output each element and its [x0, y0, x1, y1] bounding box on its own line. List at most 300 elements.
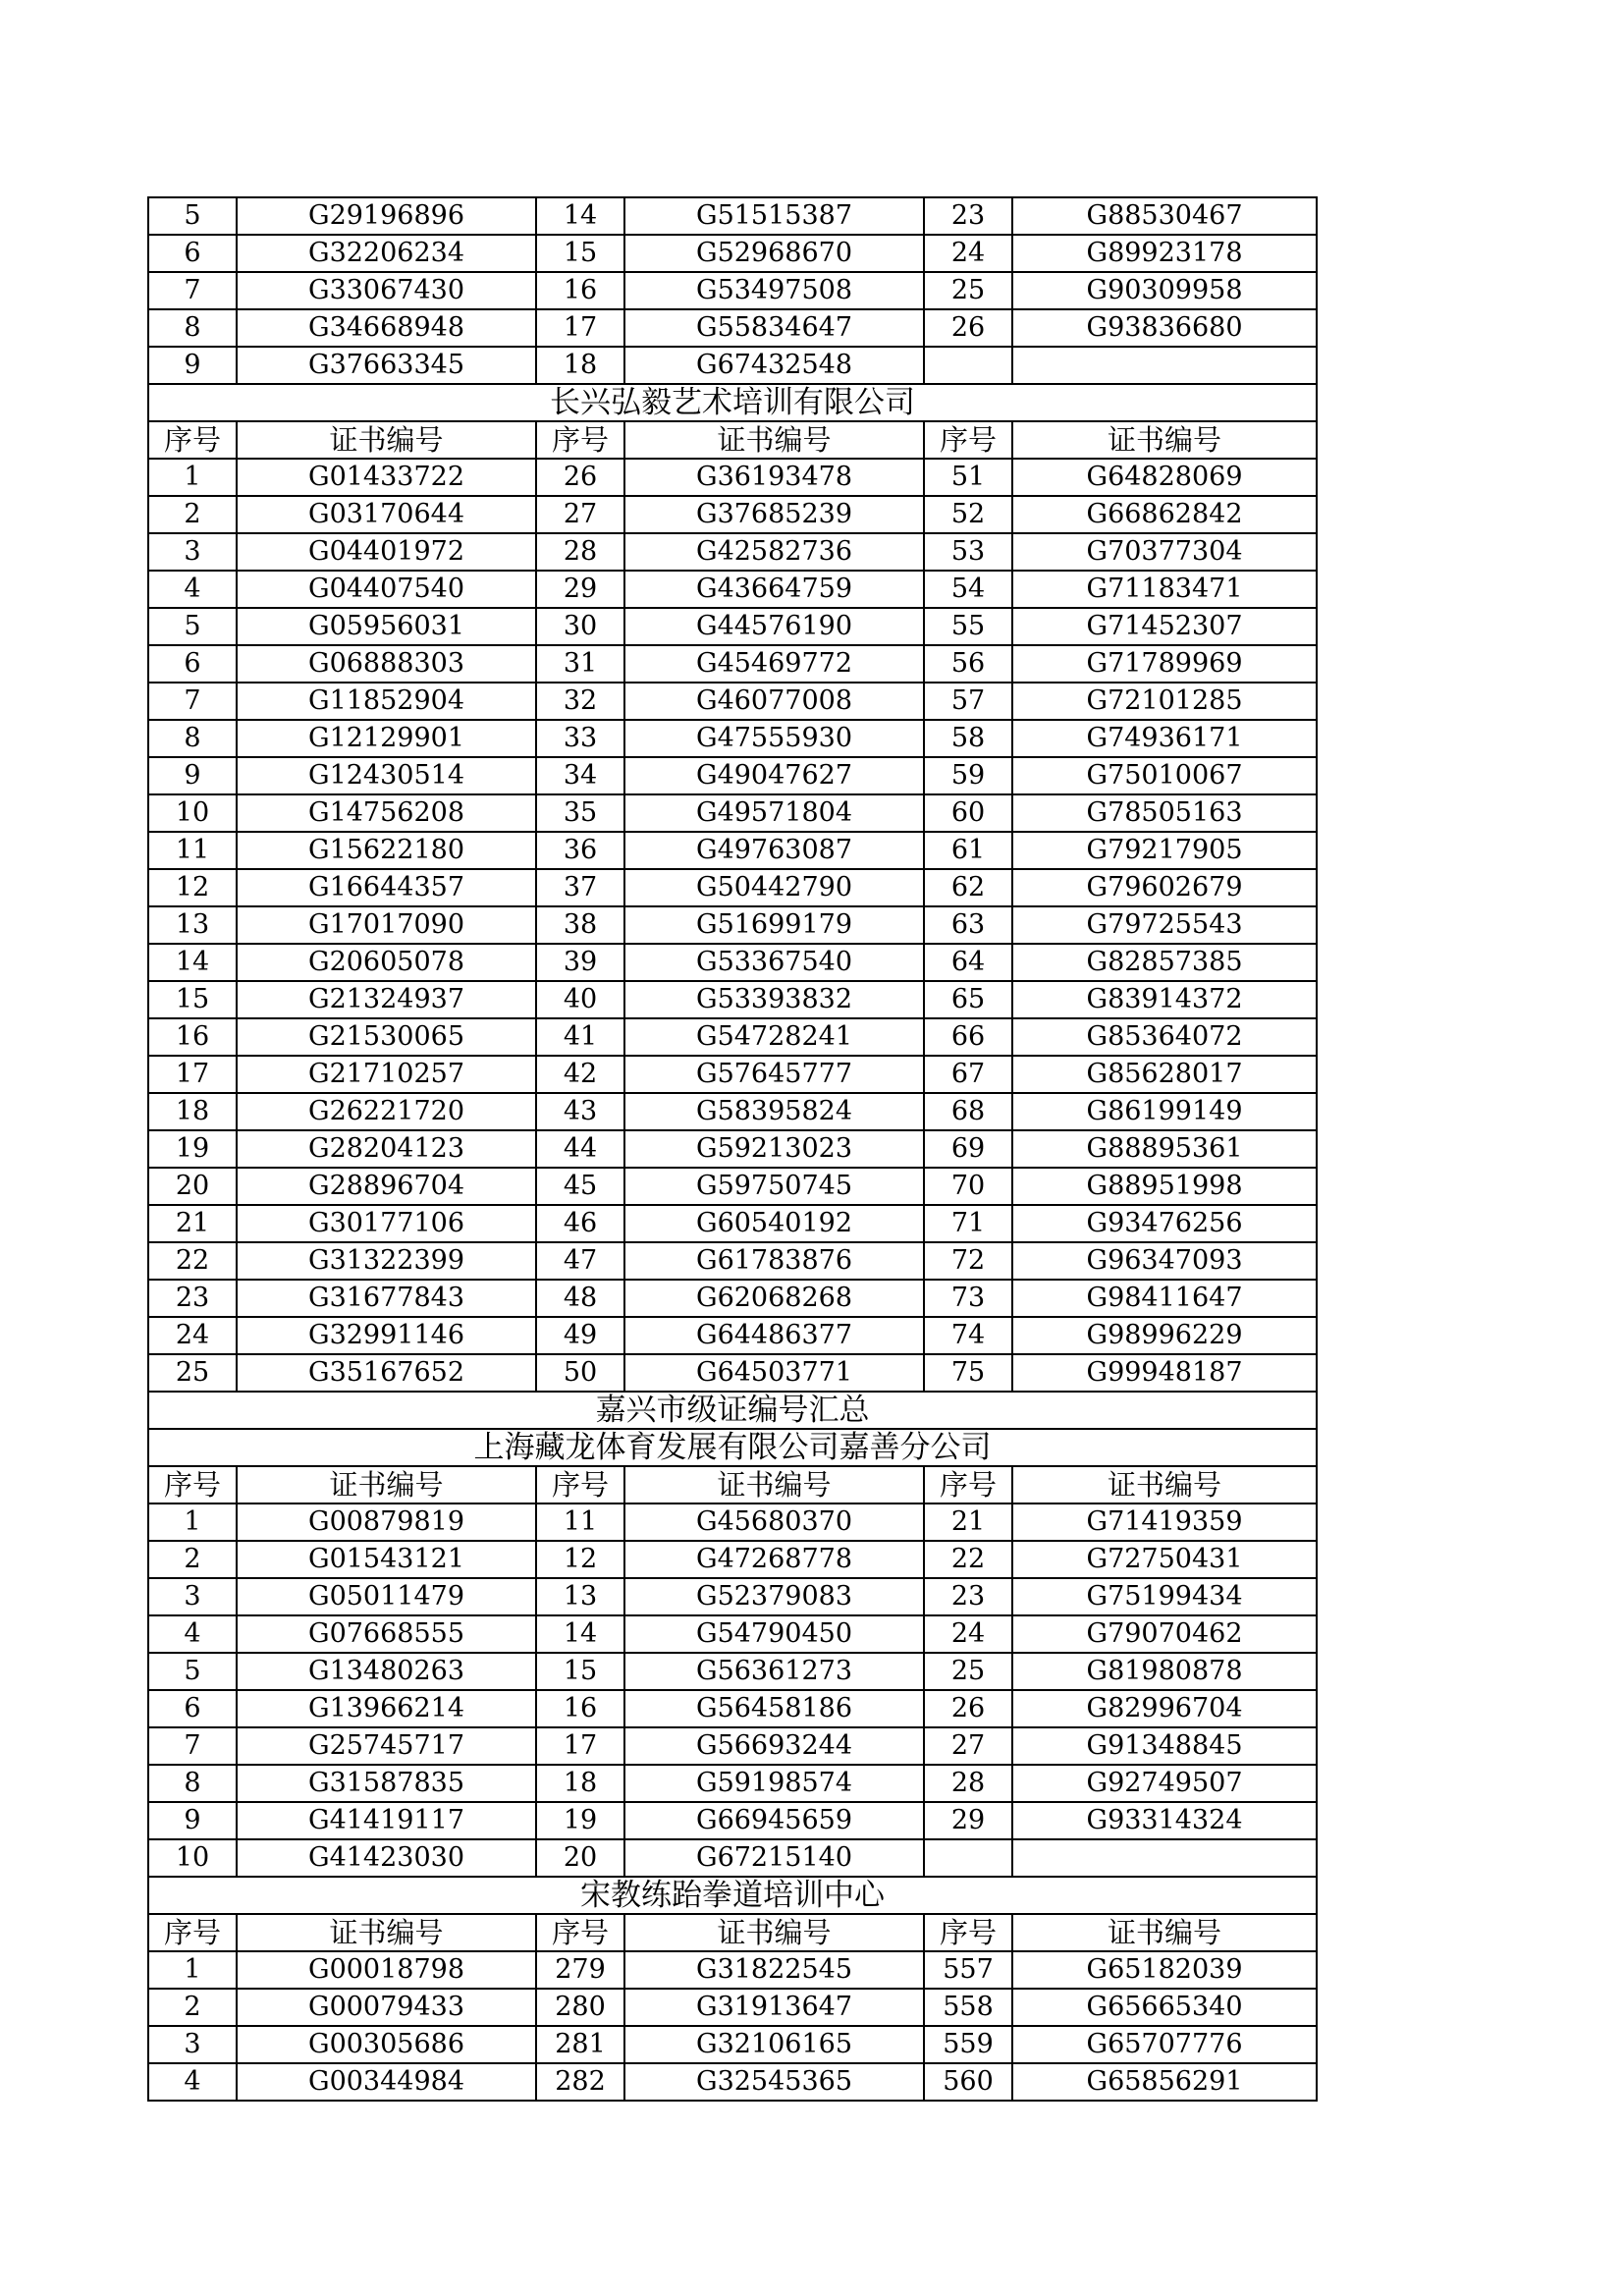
cert-number-cell: G11852904 [237, 683, 536, 720]
cert-number-cell: G31322399 [237, 1242, 536, 1280]
seq-cell: 74 [924, 1317, 1012, 1354]
table-row [148, 1541, 1317, 1578]
seq-cell: 75 [924, 1354, 1012, 1392]
cert-number-cell: G93314324 [1012, 1802, 1317, 1839]
cert-number-cell: G74936171 [1012, 720, 1317, 757]
seq-cell: 62 [924, 869, 1012, 906]
seq-cell: 26 [924, 1690, 1012, 1727]
table-row [148, 1280, 1317, 1317]
cert-number-cell: G32106165 [624, 2026, 924, 2063]
cert-number-cell: G00079433 [237, 1989, 536, 2026]
seq-cell: 28 [536, 533, 624, 571]
seq-cell: 71 [924, 1205, 1012, 1242]
seq-cell: 66 [924, 1018, 1012, 1056]
cert-number-cell: G58395824 [624, 1093, 924, 1130]
table-row [148, 1317, 1317, 1354]
table-row [148, 1802, 1317, 1839]
cert-number-cell: G72101285 [1012, 683, 1317, 720]
seq-cell: 4 [148, 571, 237, 608]
cert-number-cell: G70377304 [1012, 533, 1317, 571]
cert-number-cell: G44576190 [624, 608, 924, 645]
table-row [148, 683, 1317, 720]
cert-header: 证书编号 [1012, 1914, 1317, 1951]
seq-cell: 33 [536, 720, 624, 757]
cert-number-cell: G89923178 [1012, 235, 1317, 272]
table-row [148, 1653, 1317, 1690]
cert-number-cell: G96347093 [1012, 1242, 1317, 1280]
seq-cell: 63 [924, 906, 1012, 944]
cert-number-cell: G13966214 [237, 1690, 536, 1727]
seq-cell: 53 [924, 533, 1012, 571]
cert-number-cell: G36193478 [624, 459, 924, 496]
certificate-table [147, 196, 1318, 2102]
seq-cell: 25 [148, 1354, 237, 1392]
seq-cell: 2 [148, 1541, 237, 1578]
seq-cell: 59 [924, 757, 1012, 794]
seq-cell: 24 [148, 1317, 237, 1354]
seq-cell: 15 [148, 981, 237, 1018]
cert-number-cell: G82996704 [1012, 1690, 1317, 1727]
table-row [148, 1951, 1317, 1989]
seq-cell: 35 [536, 794, 624, 832]
seq-cell: 280 [536, 1989, 624, 2026]
cert-number-cell: G72750431 [1012, 1541, 1317, 1578]
seq-cell [924, 1839, 1012, 1877]
cert-number-cell: G78505163 [1012, 794, 1317, 832]
cert-number-cell: G00018798 [237, 1951, 536, 1989]
cert-number-cell: G46077008 [624, 683, 924, 720]
table-row [148, 2063, 1317, 2101]
seq-cell: 23 [148, 1280, 237, 1317]
cert-number-cell: G56458186 [624, 1690, 924, 1727]
cert-number-cell: G04407540 [237, 571, 536, 608]
cert-number-cell [1012, 1839, 1317, 1877]
cert-number-cell: G65856291 [1012, 2063, 1317, 2101]
cert-number-cell: G29196896 [237, 197, 536, 235]
cert-number-cell: G05011479 [237, 1578, 536, 1615]
seq-cell: 44 [536, 1130, 624, 1168]
table-row [148, 197, 1317, 235]
cert-number-cell: G51699179 [624, 906, 924, 944]
cert-number-cell: G41419117 [237, 1802, 536, 1839]
cert-number-cell: G88895361 [1012, 1130, 1317, 1168]
cert-number-cell: G30177106 [237, 1205, 536, 1242]
cert-number-cell: G93836680 [1012, 309, 1317, 347]
cert-header: 证书编号 [1012, 421, 1317, 459]
seq-cell: 5 [148, 608, 237, 645]
seq-cell: 21 [924, 1503, 1012, 1541]
cert-number-cell [1012, 347, 1317, 384]
seq-cell: 1 [148, 1503, 237, 1541]
seq-cell: 7 [148, 683, 237, 720]
seq-cell: 50 [536, 1354, 624, 1392]
cert-number-cell: G49571804 [624, 794, 924, 832]
seq-cell [924, 347, 1012, 384]
seq-cell: 27 [536, 496, 624, 533]
table-row [148, 1168, 1317, 1205]
seq-cell: 21 [148, 1205, 237, 1242]
cert-number-cell: G93476256 [1012, 1205, 1317, 1242]
cert-number-cell: G32545365 [624, 2063, 924, 2101]
cert-number-cell: G62068268 [624, 1280, 924, 1317]
seq-cell: 5 [148, 1653, 237, 1690]
seq-cell: 6 [148, 235, 237, 272]
cert-number-cell: G75199434 [1012, 1578, 1317, 1615]
cert-number-cell: G59213023 [624, 1130, 924, 1168]
cert-number-cell: G98996229 [1012, 1317, 1317, 1354]
seq-cell: 20 [148, 1168, 237, 1205]
cert-number-cell: G14756208 [237, 794, 536, 832]
cert-number-cell: G71452307 [1012, 608, 1317, 645]
cert-number-cell: G42582736 [624, 533, 924, 571]
seq-cell: 41 [536, 1018, 624, 1056]
cert-header: 证书编号 [237, 1914, 536, 1951]
cert-number-cell: G55834647 [624, 309, 924, 347]
seq-cell: 6 [148, 645, 237, 683]
cert-number-cell: G49047627 [624, 757, 924, 794]
cert-number-cell: G52968670 [624, 235, 924, 272]
cert-number-cell: G47555930 [624, 720, 924, 757]
cert-number-cell: G85628017 [1012, 1056, 1317, 1093]
table-row [148, 496, 1317, 533]
table-row [148, 981, 1317, 1018]
cert-number-cell: G90309958 [1012, 272, 1317, 309]
cert-number-cell: G37685239 [624, 496, 924, 533]
seq-cell: 52 [924, 496, 1012, 533]
seq-cell: 40 [536, 981, 624, 1018]
cert-header: 证书编号 [237, 421, 536, 459]
table-row [148, 1093, 1317, 1130]
seq-cell: 49 [536, 1317, 624, 1354]
seq-cell: 68 [924, 1093, 1012, 1130]
table-row [148, 309, 1317, 347]
cert-number-cell: G31913647 [624, 1989, 924, 2026]
header-row [148, 1466, 1317, 1503]
seq-cell: 69 [924, 1130, 1012, 1168]
seq-header: 序号 [148, 1914, 237, 1951]
cert-number-cell: G65665340 [1012, 1989, 1317, 2026]
table-row [148, 1503, 1317, 1541]
seq-cell: 65 [924, 981, 1012, 1018]
cert-number-cell: G91348845 [1012, 1727, 1317, 1765]
seq-cell: 14 [148, 944, 237, 981]
cert-number-cell: G06888303 [237, 645, 536, 683]
cert-number-cell: G88951998 [1012, 1168, 1317, 1205]
seq-cell: 60 [924, 794, 1012, 832]
seq-header: 序号 [536, 1914, 624, 1951]
section-title-row [148, 1392, 1317, 1429]
table-row [148, 757, 1317, 794]
seq-cell: 8 [148, 309, 237, 347]
seq-cell: 4 [148, 2063, 237, 2101]
table-row [148, 608, 1317, 645]
seq-cell: 34 [536, 757, 624, 794]
cert-number-cell: G28896704 [237, 1168, 536, 1205]
table-row [148, 347, 1317, 384]
table-row [148, 720, 1317, 757]
table-row [148, 459, 1317, 496]
cert-number-cell: G45680370 [624, 1503, 924, 1541]
cert-number-cell: G81980878 [1012, 1653, 1317, 1690]
cert-number-cell: G21324937 [237, 981, 536, 1018]
seq-cell: 4 [148, 1615, 237, 1653]
cert-number-cell: G26221720 [237, 1093, 536, 1130]
cert-number-cell: G67215140 [624, 1839, 924, 1877]
cert-number-cell: G47268778 [624, 1541, 924, 1578]
cert-number-cell: G53497508 [624, 272, 924, 309]
seq-cell: 39 [536, 944, 624, 981]
section-title: 嘉兴市级证编号汇总 [148, 1392, 1317, 1429]
section-title-row [148, 1429, 1317, 1466]
certificate-table-body [148, 197, 1317, 2101]
cert-number-cell: G79217905 [1012, 832, 1317, 869]
cert-number-cell: G79725543 [1012, 906, 1317, 944]
cert-number-cell: G01433722 [237, 459, 536, 496]
seq-cell: 1 [148, 1951, 237, 1989]
cert-number-cell: G79070462 [1012, 1615, 1317, 1653]
cert-number-cell: G52379083 [624, 1578, 924, 1615]
cert-number-cell: G71183471 [1012, 571, 1317, 608]
cert-number-cell: G00879819 [237, 1503, 536, 1541]
seq-cell: 51 [924, 459, 1012, 496]
cert-number-cell: G16644357 [237, 869, 536, 906]
cert-number-cell: G59750745 [624, 1168, 924, 1205]
seq-cell: 6 [148, 1690, 237, 1727]
cert-number-cell: G28204123 [237, 1130, 536, 1168]
table-row [148, 906, 1317, 944]
cert-number-cell: G13480263 [237, 1653, 536, 1690]
seq-cell: 72 [924, 1242, 1012, 1280]
seq-cell: 12 [148, 869, 237, 906]
seq-cell: 3 [148, 2026, 237, 2063]
cert-number-cell: G65182039 [1012, 1951, 1317, 1989]
cert-number-cell: G32206234 [237, 235, 536, 272]
seq-cell: 25 [924, 1653, 1012, 1690]
cert-number-cell: G61783876 [624, 1242, 924, 1280]
header-row [148, 421, 1317, 459]
table-row [148, 645, 1317, 683]
cert-number-cell: G59198574 [624, 1765, 924, 1802]
cert-number-cell: G32991146 [237, 1317, 536, 1354]
section-title: 宋教练跆拳道培训中心 [148, 1877, 1317, 1914]
seq-cell: 23 [924, 1578, 1012, 1615]
seq-cell: 30 [536, 608, 624, 645]
seq-header: 序号 [924, 1914, 1012, 1951]
seq-cell: 3 [148, 533, 237, 571]
seq-cell: 31 [536, 645, 624, 683]
table-row [148, 1205, 1317, 1242]
seq-cell: 18 [536, 1765, 624, 1802]
seq-cell: 14 [536, 197, 624, 235]
cert-number-cell: G12129901 [237, 720, 536, 757]
section-title-row [148, 384, 1317, 421]
seq-cell: 22 [924, 1541, 1012, 1578]
seq-cell: 25 [924, 272, 1012, 309]
seq-cell: 12 [536, 1541, 624, 1578]
cert-number-cell: G20605078 [237, 944, 536, 981]
cert-number-cell: G21710257 [237, 1056, 536, 1093]
cert-number-cell: G34668948 [237, 309, 536, 347]
cert-number-cell: G92749507 [1012, 1765, 1317, 1802]
section-title: 上海藏龙体育发展有限公司嘉善分公司 [148, 1429, 1317, 1466]
seq-cell: 559 [924, 2026, 1012, 2063]
cert-number-cell: G25745717 [237, 1727, 536, 1765]
cert-number-cell: G45469772 [624, 645, 924, 683]
table-row [148, 1989, 1317, 2026]
seq-header: 序号 [924, 421, 1012, 459]
table-row [148, 1578, 1317, 1615]
seq-cell: 7 [148, 272, 237, 309]
seq-cell: 36 [536, 832, 624, 869]
seq-header: 序号 [536, 1466, 624, 1503]
cert-number-cell: G71789969 [1012, 645, 1317, 683]
seq-cell: 8 [148, 1765, 237, 1802]
cert-number-cell: G99948187 [1012, 1354, 1317, 1392]
seq-cell: 14 [536, 1615, 624, 1653]
cert-number-cell: G66862842 [1012, 496, 1317, 533]
seq-cell: 2 [148, 1989, 237, 2026]
cert-number-cell: G64828069 [1012, 459, 1317, 496]
seq-cell: 281 [536, 2026, 624, 2063]
cert-number-cell: G53393832 [624, 981, 924, 1018]
table-row [148, 1354, 1317, 1392]
table-row [148, 1615, 1317, 1653]
cert-number-cell: G56361273 [624, 1653, 924, 1690]
table-row [148, 272, 1317, 309]
seq-cell: 19 [148, 1130, 237, 1168]
cert-number-cell: G43664759 [624, 571, 924, 608]
seq-header: 序号 [148, 421, 237, 459]
seq-cell: 9 [148, 1802, 237, 1839]
cert-number-cell: G05956031 [237, 608, 536, 645]
cert-number-cell: G37663345 [237, 347, 536, 384]
seq-cell: 56 [924, 645, 1012, 683]
cert-number-cell: G15622180 [237, 832, 536, 869]
seq-cell: 23 [924, 197, 1012, 235]
cert-number-cell: G07668555 [237, 1615, 536, 1653]
seq-cell: 560 [924, 2063, 1012, 2101]
seq-cell: 16 [536, 272, 624, 309]
cert-header: 证书编号 [624, 1914, 924, 1951]
seq-cell: 26 [924, 309, 1012, 347]
cert-number-cell: G82857385 [1012, 944, 1317, 981]
cert-number-cell: G54728241 [624, 1018, 924, 1056]
cert-number-cell: G53367540 [624, 944, 924, 981]
seq-cell: 54 [924, 571, 1012, 608]
seq-cell: 16 [148, 1018, 237, 1056]
cert-number-cell: G88530467 [1012, 197, 1317, 235]
cert-number-cell: G12430514 [237, 757, 536, 794]
cert-number-cell: G04401972 [237, 533, 536, 571]
seq-cell: 67 [924, 1056, 1012, 1093]
seq-cell: 73 [924, 1280, 1012, 1317]
seq-cell: 46 [536, 1205, 624, 1242]
seq-cell: 22 [148, 1242, 237, 1280]
cert-header: 证书编号 [237, 1466, 536, 1503]
table-row [148, 533, 1317, 571]
cert-number-cell: G56693244 [624, 1727, 924, 1765]
cert-number-cell: G49763087 [624, 832, 924, 869]
table-row [148, 794, 1317, 832]
table-row [148, 869, 1317, 906]
cert-number-cell: G31677843 [237, 1280, 536, 1317]
seq-cell: 32 [536, 683, 624, 720]
cert-number-cell: G01543121 [237, 1541, 536, 1578]
cert-number-cell: G50442790 [624, 869, 924, 906]
seq-cell: 17 [536, 1727, 624, 1765]
cert-number-cell: G35167652 [237, 1354, 536, 1392]
seq-header: 序号 [924, 1466, 1012, 1503]
table-row [148, 1727, 1317, 1765]
cert-number-cell: G17017090 [237, 906, 536, 944]
table-row [148, 2026, 1317, 2063]
seq-cell: 282 [536, 2063, 624, 2101]
table-row [148, 1690, 1317, 1727]
seq-cell: 48 [536, 1280, 624, 1317]
seq-cell: 24 [924, 235, 1012, 272]
seq-cell: 27 [924, 1727, 1012, 1765]
table-row [148, 1242, 1317, 1280]
cert-number-cell: G86199149 [1012, 1093, 1317, 1130]
table-row [148, 944, 1317, 981]
seq-cell: 58 [924, 720, 1012, 757]
cert-number-cell: G85364072 [1012, 1018, 1317, 1056]
seq-cell: 43 [536, 1093, 624, 1130]
table-row [148, 1018, 1317, 1056]
cert-number-cell: G66945659 [624, 1802, 924, 1839]
seq-cell: 11 [536, 1503, 624, 1541]
seq-cell: 8 [148, 720, 237, 757]
seq-cell: 55 [924, 608, 1012, 645]
seq-cell: 7 [148, 1727, 237, 1765]
seq-cell: 10 [148, 1839, 237, 1877]
table-row [148, 1130, 1317, 1168]
seq-header: 序号 [536, 421, 624, 459]
seq-cell: 279 [536, 1951, 624, 1989]
seq-cell: 64 [924, 944, 1012, 981]
seq-cell: 26 [536, 459, 624, 496]
table-row [148, 571, 1317, 608]
seq-cell: 13 [148, 906, 237, 944]
cert-header: 证书编号 [624, 421, 924, 459]
seq-cell: 37 [536, 869, 624, 906]
table-row [148, 235, 1317, 272]
cert-number-cell: G31587835 [237, 1765, 536, 1802]
seq-cell: 13 [536, 1578, 624, 1615]
seq-cell: 61 [924, 832, 1012, 869]
section-title-row [148, 1877, 1317, 1914]
seq-cell: 16 [536, 1690, 624, 1727]
cert-number-cell: G00344984 [237, 2063, 536, 2101]
table-row [148, 1056, 1317, 1093]
seq-cell: 29 [924, 1802, 1012, 1839]
seq-cell: 24 [924, 1615, 1012, 1653]
seq-cell: 15 [536, 235, 624, 272]
cert-number-cell: G60540192 [624, 1205, 924, 1242]
seq-cell: 557 [924, 1951, 1012, 1989]
seq-cell: 45 [536, 1168, 624, 1205]
cert-number-cell: G57645777 [624, 1056, 924, 1093]
seq-cell: 42 [536, 1056, 624, 1093]
cert-number-cell: G65707776 [1012, 2026, 1317, 2063]
seq-cell: 70 [924, 1168, 1012, 1205]
cert-number-cell: G83914372 [1012, 981, 1317, 1018]
seq-cell: 10 [148, 794, 237, 832]
header-row [148, 1914, 1317, 1951]
seq-cell: 1 [148, 459, 237, 496]
cert-number-cell: G21530065 [237, 1018, 536, 1056]
seq-cell: 57 [924, 683, 1012, 720]
